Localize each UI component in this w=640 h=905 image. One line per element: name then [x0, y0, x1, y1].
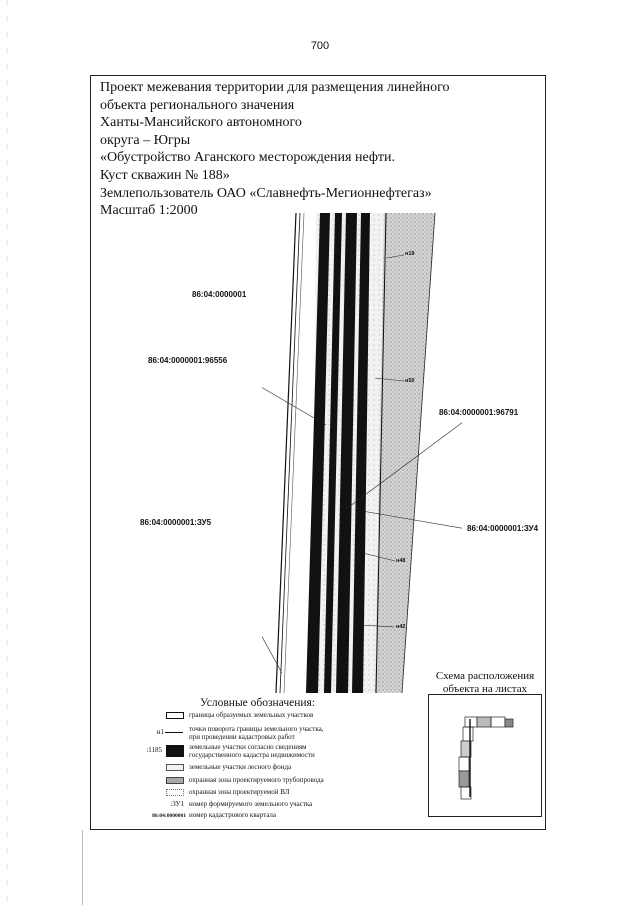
- point-arrow-icon: [165, 732, 183, 733]
- legend-key: 86:04:0000001: [152, 813, 186, 819]
- legend-text-line: государственного кадастра недвижимости: [189, 750, 315, 759]
- parcel-label-zu4: 86:04:0000001:ЗУ4: [467, 524, 539, 533]
- legend-text: [189, 726, 379, 741]
- legend-swatch-cadastral: [166, 745, 184, 757]
- legend-text: охранная зона проектируемой ВЛ: [189, 788, 290, 796]
- turning-point-label: н42: [396, 624, 406, 630]
- quarter-number-label: 86:04:0000001: [192, 290, 247, 299]
- title-line: объекта регионального значения: [100, 97, 295, 113]
- scheme-box: [428, 694, 542, 817]
- scheme-title-line: Схема расположения: [435, 670, 535, 682]
- title-line: Масштаб 1:2000: [100, 203, 198, 219]
- parcel-label-96556: 86:04:0000001:96556: [148, 356, 228, 365]
- boundary-line: [280, 213, 300, 693]
- title-line: Ханты-Мансийского автономного: [100, 115, 302, 131]
- title-line: Проект межевания территории для размещения линейного: [100, 80, 450, 95]
- page-number: 700: [310, 40, 330, 52]
- turning-point-label: н50: [405, 378, 415, 384]
- scan-edge-line: [82, 830, 83, 905]
- drawing-title: [100, 79, 530, 220]
- turning-point-label: н48: [396, 558, 406, 564]
- turning-point-label: н19: [405, 251, 415, 257]
- legend-swatch-forest: [166, 764, 184, 771]
- legend-text: [189, 744, 379, 759]
- scheme-title: [428, 670, 542, 695]
- title-line: Куст скважин № 188»: [100, 167, 230, 183]
- title-line: Землепользователь ОАО «Славнефть-Мегионнефтегаз»: [100, 185, 432, 201]
- legend-swatch-pipeline-zone: [166, 777, 184, 784]
- legend-text-line: земельные участки согласно сведениям: [189, 743, 307, 751]
- title-line: «Обустройство Аганского месторождения нефти.: [100, 150, 396, 166]
- boundary-line: [276, 213, 296, 693]
- legend-text: границы образуемых земельных участков: [189, 711, 314, 719]
- legend-text: охранная зона проектируемого трубопровода: [189, 776, 324, 784]
- legend-title: Условные обозначения:: [200, 697, 316, 709]
- legend-key: н1: [156, 728, 164, 736]
- legend-text: номер кадастрового квартала: [189, 811, 276, 819]
- legend-swatch-power-line-zone: [166, 789, 184, 796]
- legend-text-line: точки поворота границы земельного участка,: [189, 725, 324, 733]
- legend-key: :ЗУ1: [170, 800, 184, 808]
- legend-text: номер формируемого земельного участка: [189, 800, 313, 808]
- legend-text-line: при проведении кадастровых работ: [189, 732, 295, 741]
- parcel-label-96791: 86:04:0000001:96791: [439, 408, 519, 417]
- parcel-label-zu5: 86:04:0000001:ЗУ5: [140, 518, 212, 527]
- legend-text: земельные участки лесного фонда: [189, 763, 292, 771]
- map-drawing: [262, 213, 462, 693]
- scheme-drawing: [429, 695, 541, 816]
- scheme-title-line: объекта на листах: [442, 682, 528, 695]
- title-line: округа – Югры: [100, 132, 191, 148]
- legend-swatch-boundary: [166, 712, 184, 719]
- legend-key: :1185: [146, 746, 162, 754]
- scan-edge-marks: [5, 0, 9, 905]
- boundary-line: [284, 213, 304, 693]
- leader-line: [262, 528, 282, 673]
